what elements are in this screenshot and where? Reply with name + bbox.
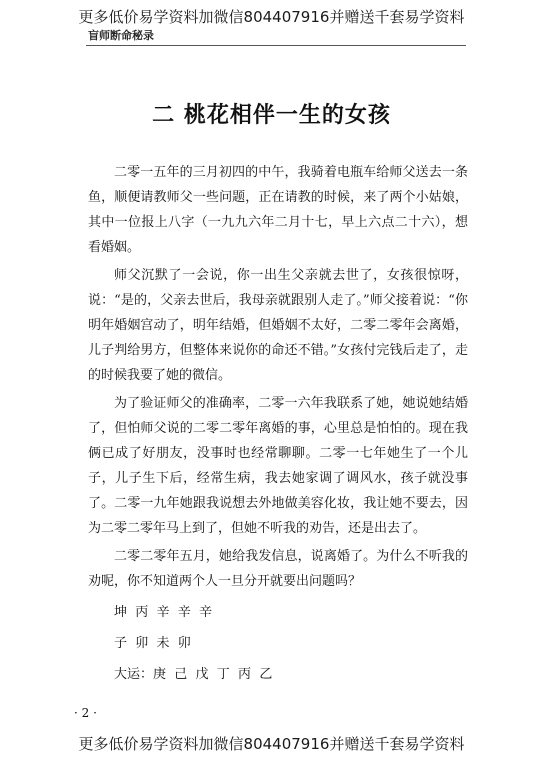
paragraph-3: 为了验证师父的准确率，二零一六年我联系了她，她说她结婚了，但怕师父说的二零二零年离婚的事，心里总是怕怕的。现在我俩已成了好朋友，没事时也经常聊聊。二零一七年她生了一个儿子，儿子生下后，经常生病，我去她家调了调风水，孩子就没事了。二零一九年她跟我说想去外地做美容化妆，我让她不要去，因为二零二零年马上到了，但她不听我的劝告，还是出去了。 [88,396,468,536]
running-head: 盲师断命秘录 [88,29,154,42]
paragraph-2: 师父沉默了一会说，你一出生父亲就去世了，女孩很惊呀，说：“是的，父亲去世后，我母亲就跟别人走了。”师父接着说：“你明年婚姻宫动了，明年结婚，但婚姻不太好，二零二零年会离婚，儿子判给男方，但整体来说你的命还不错。”女孩付完钱后走了，走的时候我要了她的微信。 [88,268,468,383]
header-rule [86,45,466,46]
paragraph-1: 二零一五年的三月初四的中午，我骑着电瓶车给师父送去一条鱼，顺便请教师父一些问题，正在请教的时候，来了两个小姑娘，其中一位报上八字（一九九六年二月十七，早上六点二十六），想看婚姻。 [88,165,468,255]
body-text [88,160,468,687]
bazi-stems-line: 坤 丙 辛 辛 辛 [114,605,213,620]
top-watermark-banner: 更多低价易学资料加微信804407916并赠送千套易学资料 [78,8,465,26]
bottom-watermark-banner: 更多低价易学资料加微信804407916并赠送千套易学资料 [78,735,465,753]
paragraph-4: 二零二零年五月，她给我发信息，说离婚了。为什么不听我的劝呢，你不知道两个人一旦分开就要出问题吗？ [88,549,468,589]
chapter-title: 二 桃花相伴一生的女孩 [152,102,391,128]
bazi-branches-line: 子 卯 未 卯 [114,636,191,651]
page-number: · 2 · [74,706,97,720]
bazi-dayun-line: 大运：庚 己 戊 丁 丙 乙 [114,667,273,682]
